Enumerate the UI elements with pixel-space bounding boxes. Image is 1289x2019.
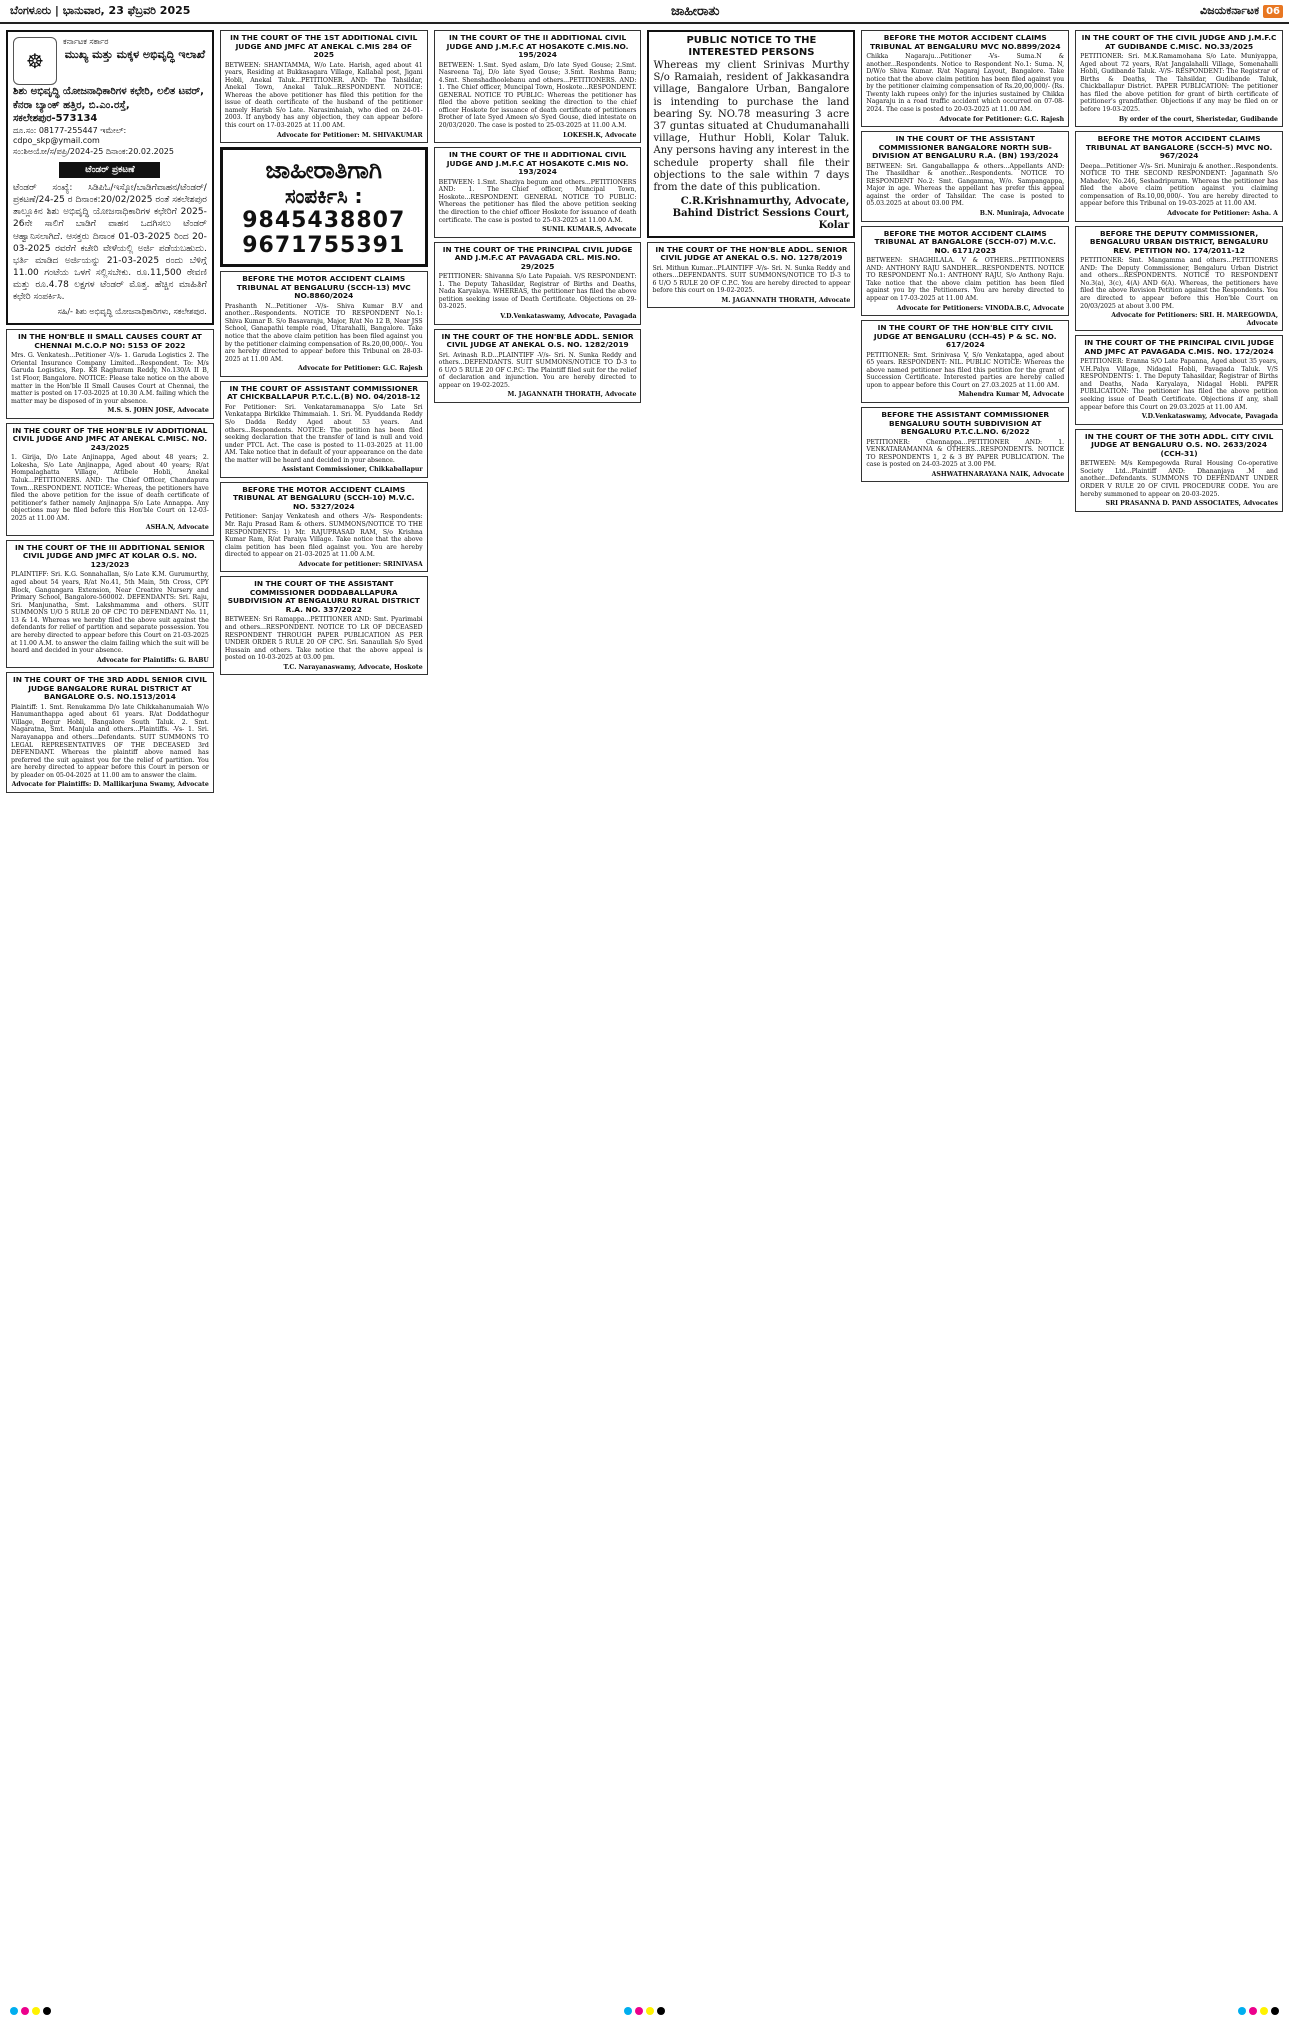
notice-title: IN THE COURT OF THE 30TH ADDL. CITY CIVIL JUDGE AT BENGALURU O.S. NO. 2633/2024 (CCH-31)	[1084, 431, 1274, 458]
ad-phone-1: 9845438807	[242, 208, 406, 234]
notice-body: PETITIONER: Sri. M.K.Ramamohana S/o Late. Muniyappa, Aged about 72 years, R/at Jangalahalli Village, Somenahalli Hobli, Gudibande Taluk. -V/S- RESPONDENT: The Registrar of Births & Deaths, The Tahsildar, Gudibande Taluk, Chickballapur District. PAPER PUBLICATION: The petitioner has filed the above petition for grant of birth certificate of petitioner's grandfather. Objections if any may be filed on or before 19-03-2025.	[1080, 53, 1278, 113]
notice	[434, 147, 642, 237]
notice-body: PLAINTIFF: Sri. K.G. Sonnahallan, S/o Late K.M. Gurumurthy, aged about 54 years, R/at No.41, 5th Main, 5th Cross, CPY Block, Gangangara Extension, Near Creative Nursery and Primary School, Bangalore-560002. DEFENDANTS: Sri. Raju, Sri. Manjunatha, Smt. Lakshmamma and others. SUIT SUMMONS U/O 5 RULE 20 OF CPC TO DEFENDANT No. 11, 13 & 14. Whereas we hereby filed the above suit against the defendants for relief of partition and separate possession. You are hereby directed to appear before this Court on 21-03-2025 at 11.00 A.M. to answer the claim failing which the suit will be heard and decided in your absence.	[11, 571, 209, 655]
logo-text: ವಿಜಯಕರ್ನಾಟಕ	[1200, 4, 1260, 17]
notice-sign: ASHWATHNARAYANA NAIK, Advocate	[931, 470, 1065, 478]
masthead	[0, 0, 1289, 24]
notice-title: IN THE COURT OF THE HON'BLE CITY CIVIL JUDGE AT BENGALURU (CCH-45) P & SC. NO. 617/2024	[873, 323, 1057, 350]
notice	[1075, 131, 1283, 221]
notice-body: BETWEEN: 1.Smt. Shaziya begum and others...PETITIONERS AND: 1. The Chief officer, Muncipal Town, Hoskote...RESPONDENT. GENERAL NOTICE TO PUBLIC: Whereas the petitioner has filed the above petition seeking the direction to the chief officer Hoskote for issuance of death certificate. The case is posted to 25-03-2025 at 11.00 A.M.	[438, 178, 637, 224]
notice	[1075, 30, 1283, 127]
color-registration-left	[10, 2007, 51, 2017]
notice-body: For Petitioner: Sri. Venkataramanappa S/o Late Sri Venkatappa Birkikke Thimmaiah. 1. Sri. M. Pyuddanda Reddy S/o Dadda Reddy Aged about 53 years. And others...Respondents. NOTICE: The petition has been filed seeking declaration that the transfer of land is null and void under PTCL Act. The case is posted to 11-03-2025 at 11.00 AM. Take notice that in default of your appearance on the date the matter will be heard and decided in your absence.	[224, 403, 423, 464]
tender-gov: ಕರ್ನಾಟಕ ಸರ್ಕಾರ	[63, 37, 109, 46]
notice	[6, 672, 214, 793]
notice-title: IN THE HON'BLE II SMALL CAUSES COURT AT CHENNAI M.C.O.P NO: 5153 OF 2022	[18, 332, 202, 350]
notice-sign: B.N. Muniraja, Advocate	[979, 210, 1065, 218]
notice-title: BEFORE THE ASSISTANT COMMISSIONER BENGALURU SOUTH SUBDIVISION AT BENGALURU P.T.C.L.NO. 6/2022	[881, 409, 1050, 437]
notice-sign: Advocate for Petitioner: M. SHIVAKUMAR	[276, 131, 423, 139]
notice-sign: Advocate for Petitioner: G.C. Rajesh	[939, 115, 1065, 123]
notice	[220, 381, 428, 478]
notice-title: PUBLIC NOTICE TO THE INTERESTED PERSONS	[686, 35, 817, 58]
notice-body: PETITIONER: Chennappa...PETITIONER AND: 1. VENKATARAMANNA & OTHERS...RESPONDENTS. NOTICE TO RESPONDENTS 1, 2 & 3 BY PAPER PUBLICATION. The case is posted on 24-03-2025 at 3.00 PM.	[866, 438, 1065, 469]
notice-body: BETWEEN: Sri. Gangaballappa & others...Appellants AND: The Thasildhar & another...Respondents. NOTICE TO RESPONDENT No.2: Smt. Gangamma, W/o. Sampangappa, Major in age. Whereas the appellant has prefer this appeal against the order of Tahsildar. The case is posted to 05.03.2025 at about 03.00 PM.	[866, 162, 1065, 208]
notice-body: Whereas my client Srinivas Murthy S/o Ramaiah, resident of Jakkasandra village, Bangalore Urban, Bangalore is intending to purchase the land bearing Sy. NO.78 measuring 3 acre 37 guntas situated at Chudumanahalli village, Huthur Hobli, Kolar Taluk. Any persons having any interest in the schedule property shall file their objections to the sale within 7 days from the date of this publication.	[653, 60, 850, 193]
notice-title: IN THE COURT OF THE HON'BLE IV ADDITIONAL CIVIL JUDGE AND JMFC AT ANEKAL C.MISC. NO. 243/2025	[12, 425, 208, 452]
notice-body: BETWEEN: SHAGHILALA. V & OTHERS...PETITIONERS AND: ANTHONY RAJU SANDHER...RESPONDENTS. NOTICE TO RESPONDENT No.1: ANTHONY RAJU, S/o Anthony Raju. Take notice that the above claim petition has been filed against you by the Petitioners. You are hereby directed to appear on 17-03-2025 at 11.00 AM.	[866, 257, 1065, 302]
notice-title: IN THE COURT OF THE HON'BLE ADDL. SENIOR CIVIL JUDGE AT ANEKAL O.S. NO. 1282/2019	[441, 331, 634, 350]
notice	[220, 271, 428, 377]
notice-body: Mrs. G. Venkatesh...Petitioner -V/s- 1. Garuda Logistics 2. The Oriental Insurance Company Limited...Respondent. To: M/s Garuda Logistics, Rep. K8 Raghuram Reddy, No.130/A II B, 1st Floor, Bangalore. NOTICE: Please take notice on the above matter in the Hon'ble II Small Causes Court at Chennai, the matter is posted on 17-03-2025 at 10.30 A.M. failing which the matter may be disposed of in your absence.	[11, 352, 209, 405]
notice	[1075, 429, 1283, 512]
notice-sign: Advocate for Petitioner: Asha. A	[1167, 210, 1278, 218]
notice-title: IN THE COURT OF THE 3RD ADDL SENIOR CIVIL JUDGE BANGALORE RURAL DISTRICT AT BANGALORE O.S. NO.1513/2014	[13, 675, 207, 702]
notice	[647, 30, 855, 238]
notice-sign: M. JAGANNATH THORATH, Advocate	[507, 391, 637, 399]
notice-sign: By order of the court, Sheristedar, Gudibande	[1118, 115, 1278, 123]
notice-sign: M. JAGANNATH THORATH, Advocate	[721, 296, 851, 304]
notice-title: BEFORE THE MOTOR ACCIDENT CLAIMS TRIBUNAL AT BANGALORE (SCCH-07) M.V.C. NO. 6171/2023	[874, 228, 1056, 255]
notice-title: IN THE COURT OF THE ASSISTANT COMMISSIONER DODDABALLAPURA SUBDIVISION AT BENGALURU RURAL DISTRICT R.A. NO. 337/2022	[227, 579, 420, 614]
registration-marks	[0, 2007, 1289, 2017]
notice-sign: SRI PRASANNA D. PAND ASSOCIATES, Advocates	[1105, 500, 1278, 508]
notice-body: PETITIONER: Smt. Srinivasa V, S/o Venkatappa, aged about 65 years. RESPONDENT: NIL. PUBLIC NOTICE: Whereas the above named petitioner has filed this petition for the grant of Succession Certificate. Interested parties are hereby called upon to appear before this Court on 27.03.2025 at 11.00 AM.	[866, 351, 1065, 389]
notice-body: BETWEEN: SHANTAMMA, W/o Late. Harish, aged about 41 years, Residing at Bukkasagara Village, Kallabal post, Jigani Hobli, Anekal Taluk...PETITIONER. AND: The Tahsildar, Anekal Town, Anekal Taluk...RESPONDENT. NOTICE: Whereas the above petitioner has filed this petition for the issue of death certificate of the husband of the petitioner namely Harish S/o Late. Narasimhaiah, who died on 24-01-2003. If anybody has any objection, they can appear before this court on 17-03-2025 at 11.00 AM.	[224, 61, 423, 130]
notice	[220, 482, 428, 572]
column-4	[647, 30, 855, 2005]
notice-title: IN THE COURT OF THE CIVIL JUDGE AND J.M.F.C AT GUDIBANDE C.MISC. NO.33/2025	[1081, 33, 1277, 51]
notice-title: IN THE COURT OF THE II ADDITIONAL CIVIL JUDGE AND J.M.F.C AT HOSAKOTE C.MIS NO. 193/2024	[446, 150, 629, 177]
notice-body: PETITIONER: Eranna S/O Late Papanna, Aged about 35 years, V.H.Palya Village, Nidagal Hobli, Pavagada Taluk. V/S RESPONDENTS: 1. The Deputy Tahasildar, Registrar of Births and Deaths, Nada Karyalaya, Nidagal Hobli. PAPER PUBLICATION: The petitioner has filed the above petition seeking issue of Death Certificate. Objections if any, shall appear before this Court on 29.03.2025 at 11.00 AM.	[1080, 358, 1278, 411]
masthead-date: ಬೆಂಗಳೂರು | ಭಾನುವಾರ, 23 ಫೆಬ್ರವರಿ 2025	[10, 4, 191, 17]
notice-body: Petitioner: Sanjay Venkatesh and others -V/s- Respondents: Mr. Raju Prasad Ram & others. SUMMONS/NOTICE TO THE RESPONDENTS: 1) Mr. RAJUPRASAD RAM, S/o Krishna Kumar Ram, R/at Paraiya Village. Take notice that the above claim petition has been filed against you. You are hereby directed to appear on 21-03-2025 at 11.00 A.M.	[224, 513, 423, 559]
masthead-section: ಜಾಹೀರಾತು	[670, 3, 720, 19]
notice-title: IN THE COURT OF THE ASSISTANT COMMISSIONER BANGALORE NORTH SUB-DIVISION AT BENGALURU R.A. (BN) 193/2024	[872, 134, 1059, 161]
column-5	[861, 30, 1069, 2005]
notice	[647, 242, 855, 309]
notice-title: BEFORE THE DEPUTY COMMISSIONER, BENGALURU URBAN DISTRICT, BENGALURU REV. PETITION NO. 174/2011-12	[1089, 228, 1269, 255]
notice-sign: Advocate for Petitioner: G.C. Rajesh	[297, 365, 423, 373]
notice	[861, 131, 1069, 221]
notice-sign: Advocate for petitioner: SRINIVASA	[298, 560, 423, 568]
notice	[861, 320, 1069, 403]
emblem-icon: ☸	[13, 37, 57, 85]
notice-body: Sri. Mithun Kumar...PLAINTIFF -V/s- Sri. N. Sunka Reddy and others...DEFENDANTS. SUIT SUMMONS/NOTICE TO D-3 to 6 U/O 5 RULE 20 OF C.P.C. You are hereby directed to appear before this court on 19-02-2025.	[652, 264, 851, 295]
tender-sign: ಸಹಿ/- ಶಿಶು ಅಭಿವೃದ್ಧಿ ಯೋಜನಾಧಿಕಾರಿಗಳು, ಸಕಲೇಶಪುರ.	[57, 307, 207, 317]
notice-sign: V.D.Venkataswamy, Advocate, Pavagada	[500, 313, 637, 321]
notice-title: IN THE COURT OF THE II ADDITIONAL CIVIL JUDGE AND J.M.F.C AT HOSAKOTE C.MIS.NO. 195/2024	[446, 33, 629, 60]
notice-sign: Advocate for Plaintiffs: G. BABU	[96, 656, 209, 664]
notice-sign: C.R.Krishnamurthy, Advocate, Bahind District Sessions Court, Kolar	[672, 196, 850, 232]
tender-notice	[6, 30, 214, 325]
notice	[1075, 335, 1283, 425]
notice-title: IN THE COURT OF THE PRINCIPAL CIVIL JUDGE AND JMFC AT PAVAGADA C.MIS. NO. 172/2024	[1084, 338, 1274, 356]
notice-sign: Mahendra Kumar M, Advocate	[958, 391, 1065, 399]
ad-phone-2: 9671755391	[242, 233, 406, 259]
notice-body: BETWEEN: M/s Kempegowda Rural Housing Co-operative Society Ltd...Plaintiff AND: Dhananjaya .M and another...Defendants. SUMMONS TO DEFENDANT UNDER ORDER V RULE 20 OF CIVIL PROCEDURE CODE. You are hereby summoned to appear on 20-03-2025.	[1080, 460, 1278, 498]
notice	[6, 329, 214, 419]
ad-line-2: ಸಂಪರ್ಕಿಸಿ :	[284, 184, 363, 209]
notice	[220, 30, 428, 143]
notice-title: IN THE COURT OF THE HON'BLE ADDL. SENIOR CIVIL JUDGE AT ANEKAL O.S. NO. 1278/2019	[655, 244, 848, 263]
notice-body: PETITIONER: Smt. Mangamma and others...PETITIONERS AND: The Deputy Commissioner, Bengaluru Urban District and others...RESPONDENTS. NOTICE TO RESPONDENT No.3(a), 3(c), 4(A) AND 6(A). Whereas, the petitioners have filed the above Revision Petition against the Respondents. You are directed to appear before this Hon'ble Court on 20/03/2025 at about 3.00 PM.	[1080, 257, 1278, 310]
column-6	[1075, 30, 1283, 2005]
masthead-logo	[1200, 4, 1289, 18]
notice-title: BEFORE THE MOTOR ACCIDENT CLAIMS TRIBUNAL AT BANGALORE (SCCH-5) MVC NO. 967/2024	[1085, 134, 1273, 161]
notice-sign: Advocate for Petitioners: VINODA.B.C, Advocate	[896, 304, 1065, 312]
notice-body: PETITIONER: Shivanna S/o Late Papaiah. V/S RESPONDENT: 1. The Deputy Tahasildar, Registrar of Births and Deaths, Nada Karyalaya. WHEREAS, the petitioner has filed the above petition seeking issue of Death Certificate. Objections on 29-03-2025.	[438, 273, 637, 311]
tender-office: ಶಿಶು ಅಭಿವೃದ್ಧಿ ಯೋಜನಾಧಿಕಾರಿಗಳ ಕಛೇರಿ, ಲಲಿತ ಟವರ್, ಕೆನರಾ ಬ್ಯಾಂಕ್ ಹತ್ತಿರ, ಬಿ.ಎಂ.ರಸ್ತೆ, ಸಕಲೇಶಪುರ-573134	[13, 86, 204, 124]
tender-title: ಮುಖ್ಯ ಮತ್ತು ಮಕ್ಕಳ ಅಭಿವೃದ್ಧಿ ಇಲಾಖೆ	[64, 47, 206, 61]
tender-body: ಟೆಂಡರ್ ಸಂಖ್ಯೆ: ಸಿಡಿಪಿಓ/ಇಸ್ಕೋ/ಬಾಡಿಗೆವಾಹನ/ಟೆಂಡರ್/ಪ್ರಕಟಣೆ/24-25 ರ ದಿನಾಂಕ:20/02/2025 ರಂತೆ ಸಕಲೇಶಪುರ ತಾಲ್ಲೂಕಿನ ಶಿಶು ಅಭಿವೃದ್ಧಿ ಯೋಜನಾಧಿಕಾರಿಗಳ ಕಛೇರಿಗೆ 2025-26ನೇ ಸಾಲಿಗೆ ಬಾಡಿಗೆ ವಾಹನ ಒದಗಿಸಲು ಟೆಂಡರ್ ಆಹ್ವಾನಿಸಲಾಗಿದೆ. ಆಸಕ್ತರು ದಿನಾಂಕ 01-03-2025 ರಿಂದ 20-03-2025 ರವರೆಗೆ ಕಚೇರಿ ವೇಳೆಯಲ್ಲಿ ಅರ್ಜಿ ಪಡೆಯಬಹುದು. ಭರ್ತಿ ಮಾಡಿದ ಅರ್ಜಿಯನ್ನು 21-03-2025 ರಂದು ಬೆಳಿಗ್ಗೆ 11.00 ಗಂಟೆಯ ಒಳಗೆ ಸಲ್ಲಿಸಬೇಕು. ರೂ.11,500 ಠೇವಣಿ ಮತ್ತು ರೂ.4.78 ಲಕ್ಷಗಳ ಟೆಂಡರ್ ಮೊತ್ತ. ಹೆಚ್ಚಿನ ಮಾಹಿತಿಗೆ ಕಛೇರಿ ಸಂಪರ್ಕಿಸಿ.	[13, 183, 207, 303]
notice-sign: SUNIL KUMAR.S, Advocate	[542, 226, 637, 234]
notice-sign: LOKESH.K, Advocate	[563, 131, 637, 139]
tender-contact: ದೂ.ಸಂ: 08177-255447 ಇಮೇಲ್: cdpo_skp@ymail.com	[13, 125, 127, 146]
color-registration-center	[624, 2007, 665, 2017]
page-grid	[6, 30, 1283, 2005]
advertisement-contact	[220, 147, 428, 267]
notice	[434, 329, 642, 403]
notice-body: 1. Girija, D/o Late Anjinappa, Aged about 48 years; 2. Lokesha, S/o Late Anjinappa, Aged about 40 years; R/at Hompalaghatta Village, Attibele Hobli, Anekal Taluk...PETITIONERS. AND: The Chief Officer, Chandapura Town...RESPONDENT. NOTICE: Whereas, the petitioners have filed the above petition for the issue of death certificate of petitioner's father namely Anjinappa S/o Late Annappa. Any objections may be filed before this Hon'ble Court on 12-03-2025 at 11.00 AM.	[11, 454, 209, 522]
notice-title: IN THE COURT OF THE III ADDITIONAL SENIOR CIVIL JUDGE AND JMFC AT KOLAR O.S. NO. 123/2023	[14, 542, 205, 569]
notice	[220, 576, 428, 675]
notice-sign: M.S. S. JOHN JOSE, Advocate	[107, 407, 209, 415]
notice-body: Sri. Avinash R.D...PLAINTIFF -V/s- Sri. N. Sunka Reddy and others...DEFENDANTS. SUIT SUMMONS/NOTICE TO D-3 to 6 U/O 5 RULE 20 OF C.P.C: The Plaintiff filed suit for the relief of declaration and injunction. You are hereby directed to appear on 19-02-2025.	[438, 351, 637, 389]
notice-sign: Advocate for Plaintiffs: D. Mallikarjuna Swamy, Advocate	[11, 781, 209, 789]
notice	[6, 540, 214, 668]
notice-sign: T.C. Narayanaswamy, Advocate, Hoskote	[283, 663, 423, 671]
tender-label: ಟೆಂಡರ್ ಪ್ರಕಟಣೆ	[59, 162, 160, 178]
notice-body: Chikka Nagaraju...Petitioner -Vs- Suma.N & another...Respondents. Notice to Respondent No.1: Suma. N, D/W/o Shiva Kumar. R/at Nagaraj Layout, Bangalore. Take notice that the above claim petition has been filed against you by the petitioner claiming compensation of Rs.20,00,000/- (Rs. Twenty lakh rupees only) for the injuries sustained by Chikka Nagaraju in a road traffic accident which occurred on 07-08-2024. The case is posted to 20-03-2025 at 11.00 AM.	[866, 53, 1065, 113]
notice	[861, 30, 1069, 127]
tender-ref: ಸಂ:ಶಿಅಯೋ/ಸ/ಪಪ್ರಿ/2024-25 ದಿನಾಂಕ:20.02.2025	[13, 147, 174, 157]
notice-title: IN THE COURT OF THE PRINCIPAL CIVIL JUDGE AND J.M.F.C AT PAVAGADA CRL. MIS.NO. 29/2025	[442, 244, 633, 271]
notice-title: BEFORE THE MOTOR ACCIDENT CLAIMS TRIBUNAL AT BENGALURU MVC NO.8899/2024	[870, 33, 1061, 51]
notice-body: BETWEEN: 1.Smt. Syed aslam, D/o late Syed Gouse; 2.Smt. Nasreena Taj, D/o late Syed Gouse; 3.Smt. Reshma Banu; 4.Smt. Shenshadhoolebanu and others...PETITIONERS. AND: 1. The Chief officer, Muncipal Town, Hoskote...RESPONDENT. GENERAL NOTICE TO PUBLIC: Whereas the petitioner has filed the above petition seeking the direction to the chief officer Hoskote for issuance of death certificate of petitioners Brother of late Syed Ameen s/o Syed Gouse, died intestate on 20/03/2020. The case is posted to 25-03-2025 at 11.00 A.M.	[438, 61, 637, 130]
notice-sign: V.D.Venkataswamy, Advocate, Pavagada	[1141, 413, 1278, 421]
notice-title: IN THE COURT OF THE 1ST ADDITIONAL CIVIL JUDGE AND JMFC AT ANEKAL C.MIS 284 OF 2025	[230, 33, 418, 60]
notice-title: IN THE COURT OF ASSISTANT COMMISSIONER AT CHICKBALLAPUR P.T.C.L.(B) NO. 04/2018-12	[227, 383, 421, 402]
notice-title: BEFORE THE MOTOR ACCIDENT CLAIMS TRIBUNAL AT BENGALURU (SCCH-10) M.V.C. NO. 5327/2024	[233, 484, 415, 511]
notice	[434, 242, 642, 325]
notice	[1075, 226, 1283, 332]
color-registration-right	[1238, 2007, 1279, 2017]
column-3	[434, 30, 642, 2005]
notice	[6, 423, 214, 536]
notice-body: Prashanth N...Petitioner -V/s- Shiva Kumar B.V and another...Respondents. NOTICE TO RESPONDENT No.1: Shiva Kumar B. S/o Basavaraju, Major, R/at No 12 B, Near JSS School, Ganapathi temple road, Uttarahalli, Bangalore. Take notice that the above claim petition has been filed against you by the petitioner claiming compensation of Rs.20,00,000/-. You are hereby directed to appear before this Tribunal on 28-03-2025 at 11.00 AM.	[224, 302, 423, 363]
notice-body: Plaintiff: 1. Smt. Renukamma D/o late Chikkahanumaiah W/o Hanumanthappa aged about 61 years. R/at Doddathogur Village, Begur Hobli, Bangalore South Taluk. 2. Smt. Nagaratna, Smt. Manjula and others...Plaintiffs. -Vs- 1. Sri. Narayanappa and others...Defendants. SUIT SUMMONS TO LEGAL REPRESENTATIVES OF THE DECEASED 3rd DEFENDANT. Whereas the plaintiff above named has preferred the suit against you for the relief of partition. You are hereby directed to appear before this Court in person or by pleader on 05-04-2025 at 11.00 am to answer the claim.	[11, 703, 209, 779]
page-number: 06	[1263, 5, 1283, 18]
notice	[861, 226, 1069, 316]
notice-sign: Assistant Commissioner, Chikkaballapur	[281, 466, 423, 474]
notice	[434, 30, 642, 143]
notice-sign: ASHA.N, Advocate	[145, 524, 209, 532]
notice-body: BETWEEN: Sri Ramappa...PETITIONER AND: Smt. Pyarimabi and others...RESPONDENT. NOTICE TO LR OF DECEASED RESPONDENT THROUGH PAPER PUBLICATION AS PER UNDER ORDER 5 RULE 20 OF CPC. Sri. Sanaullah S/o Syed Hussain and others. Take notice that the above appeal is posted on 10-03-2025 at 03.00 pm.	[224, 616, 423, 662]
ad-line-1: ಜಾಹೀರಾತಿಗಾಗಿ	[265, 156, 382, 185]
notice-sign: Advocate for Petitioners: SRI. H. MAREGOWDA, Advocate	[1111, 312, 1278, 327]
notice-body: Deepa...Petitioner -V/s- Sri. Muniraju & another...Respondents. NOTICE TO THE SECOND RESPONDENT: Jagannath S/o Mahadev, No.246, Seshadripuram. Whereas the petitioner has filed the above claim petition against you claiming compensation of Rs.10,00,000/-. You are hereby directed to appear before this Tribunal on 19-03-2025 at 11.00 AM.	[1080, 162, 1278, 208]
notice	[861, 407, 1069, 482]
column-2	[220, 30, 428, 2005]
notice-title: BEFORE THE MOTOR ACCIDENT CLAIMS TRIBUNAL AT BENGALURU (SCCH-13) MVC NO.8860/2024	[236, 274, 411, 301]
column-1	[6, 30, 214, 2005]
